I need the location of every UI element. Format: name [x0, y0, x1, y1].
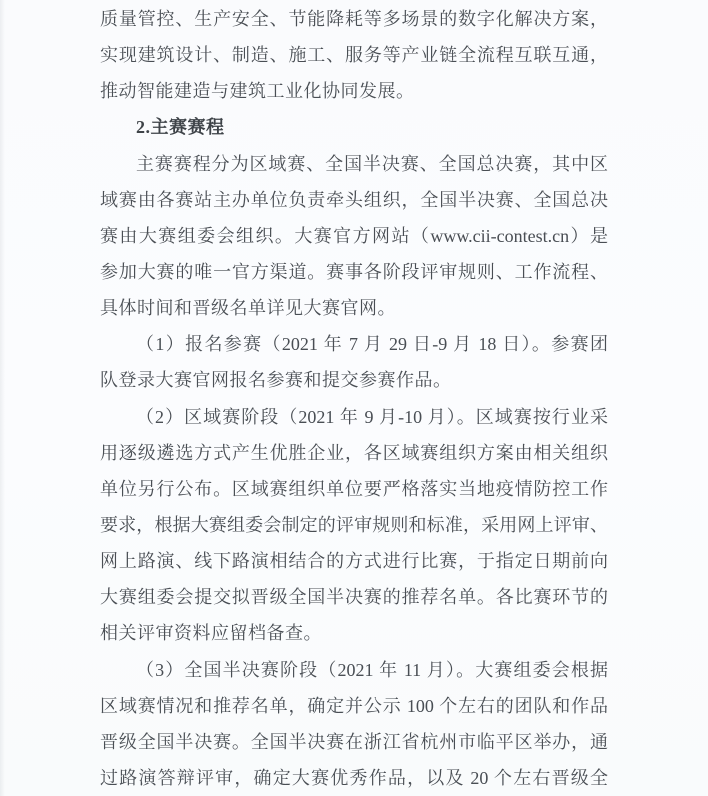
document-line: 大赛组委会提交拟晋级全国半决赛的推荐名单。各比赛环节的 [100, 587, 608, 608]
document-line: 参加大赛的唯一官方渠道。赛事各阶段评审规则、工作流程、 [100, 261, 608, 282]
document-line: 实现建筑设计、制造、施工、服务等产业链全流程互联互通， [100, 45, 608, 66]
document-line: 推动智能建造与建筑工业化协同发展。 [100, 81, 415, 102]
document-line: （2）区域赛阶段（2021 年 9 月-10 月）。区域赛按行业采 [136, 406, 608, 427]
document-line: 晋级全国半决赛。全国半决赛在浙江省杭州市临平区举办，通 [100, 731, 608, 752]
document-line: 过路演答辩评审，确定大赛优秀作品，以及 20 个左右晋级全 [100, 767, 608, 788]
document-line: 质量管控、生产安全、节能降耗等多场景的数字化解决方案， [100, 9, 608, 29]
document-line: 网上路演、线下路演相结合的方式进行比赛，于指定日期前向 [100, 551, 608, 572]
document-line: 相关评审资料应留档备查。 [100, 623, 322, 644]
document-line: 要求，根据大赛组委会制定的评审规则和标准，采用网上评审、 [100, 514, 608, 535]
document-line: （1）报名参赛（2021 年 7 月 29 日-9 月 18 日）。参赛团 [136, 334, 608, 355]
document-line: 区域赛情况和推荐名单，确定并公示 100 个左右的团队和作品 [100, 695, 608, 716]
document-line: 具体时间和晋级名单详见大赛官网。 [100, 298, 396, 319]
document-line: 赛由大赛组委会组织。大赛官方网站（www.cii-contest.cn）是 [100, 225, 608, 246]
document-line: （3）全国半决赛阶段（2021 年 11 月）。大赛组委会根据 [136, 659, 608, 680]
document-line: 用逐级遴选方式产生优胜企业，各区域赛组织方案由相关组织 [100, 442, 608, 463]
document-line: 队登录大赛官网报名参赛和提交参赛作品。 [100, 370, 452, 391]
section-heading: 2.主赛赛程 [136, 117, 225, 138]
document-line: 域赛由各赛站主办单位负责牵头组织，全国半决赛、全国总决 [100, 189, 608, 210]
document-line: 主赛赛程分为区域赛、全国半决赛、全国总决赛，其中区 [136, 153, 608, 174]
document-text-block [100, 1, 608, 796]
document-line: 单位另行公布。区域赛组织单位要严格落实当地疫情防控工作 [100, 478, 608, 499]
